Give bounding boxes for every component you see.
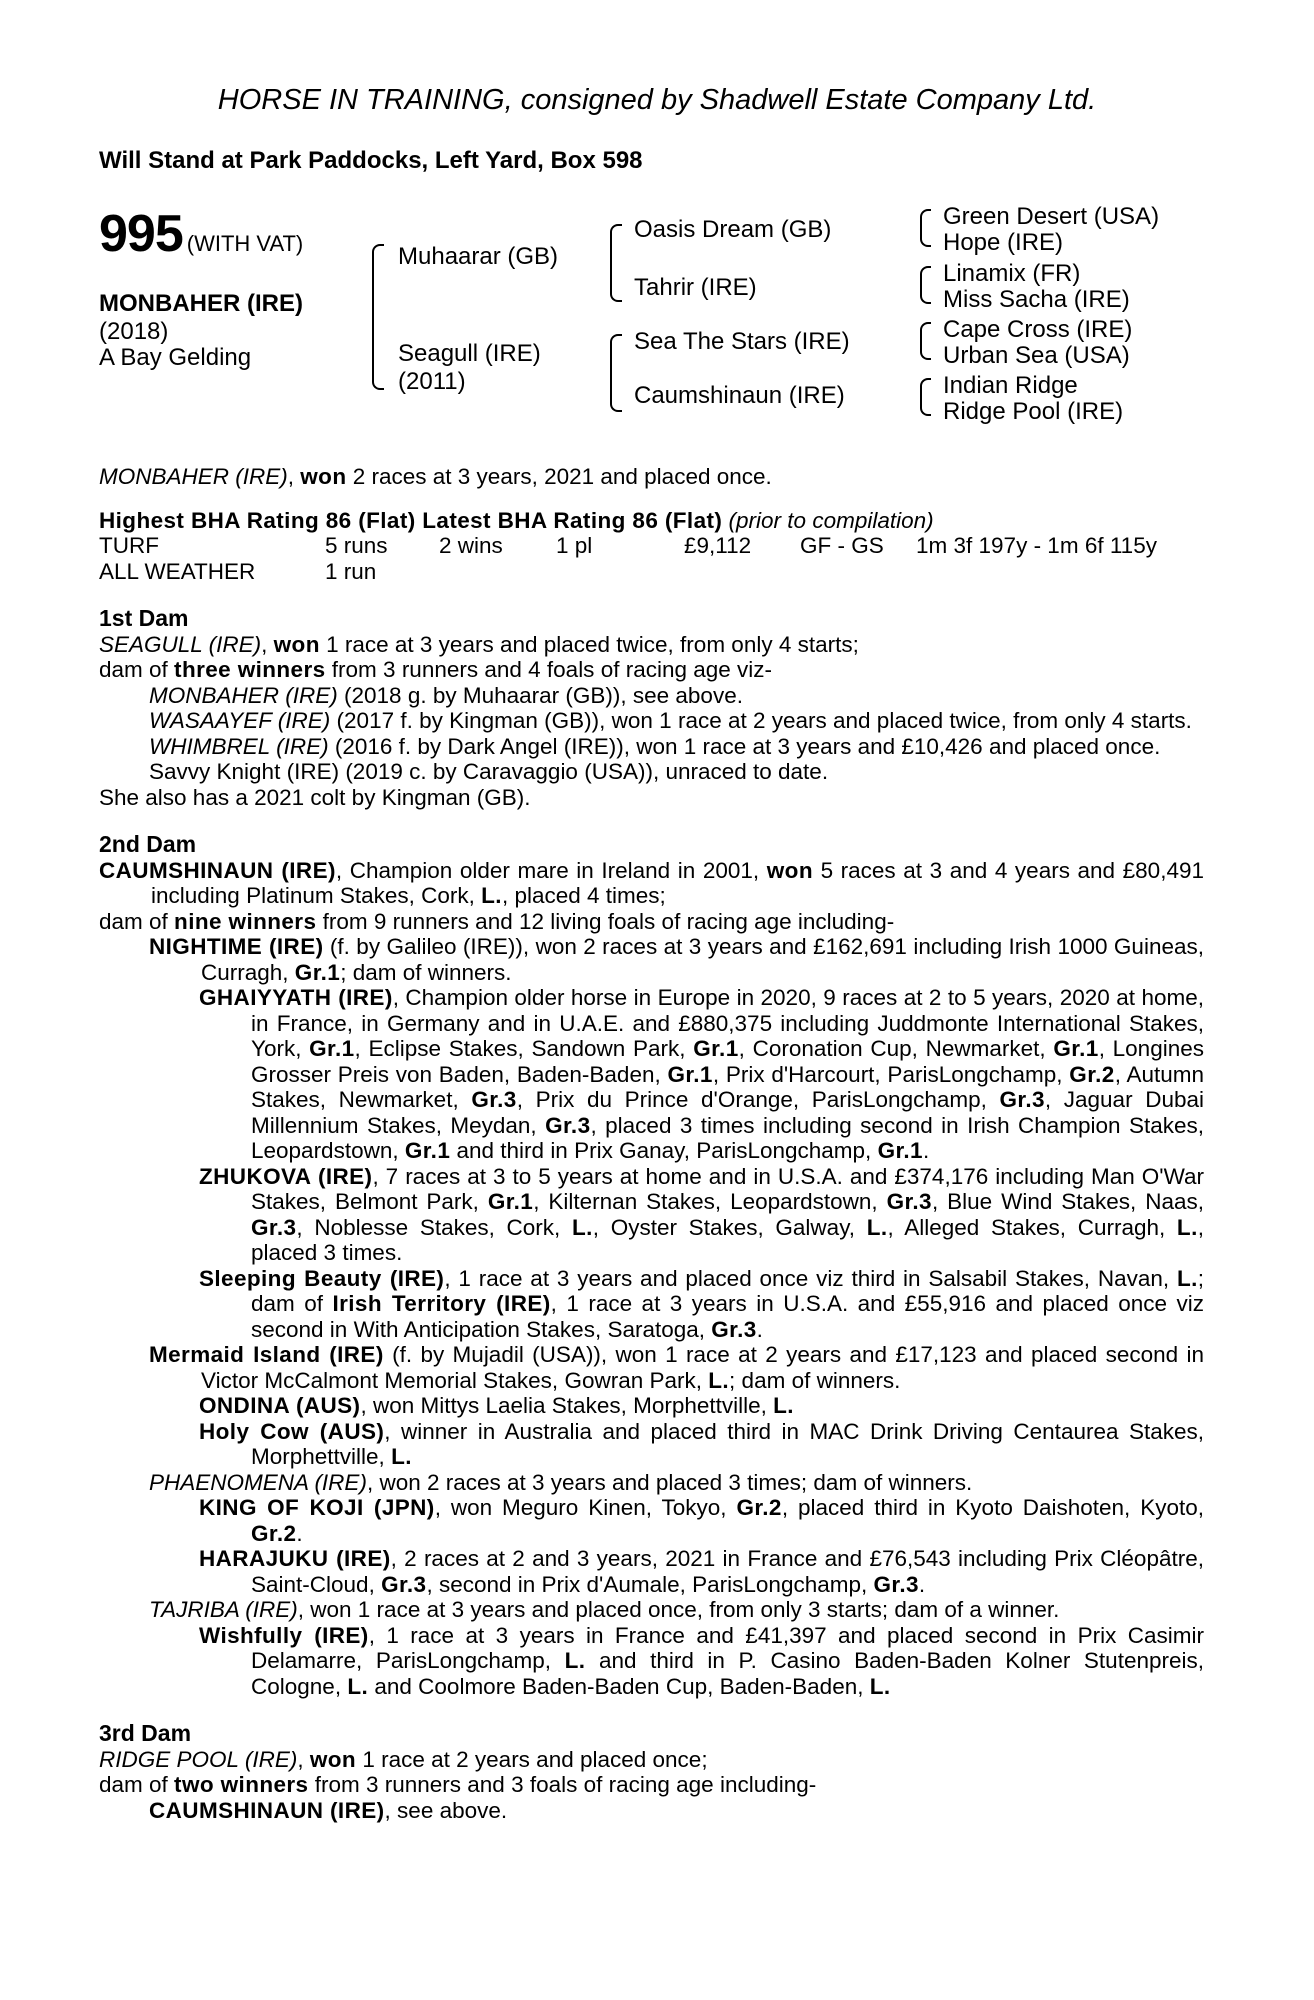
pedigree-ggs4: Miss Sacha (IRE)	[943, 286, 1130, 313]
pedigree-gd1: Sea The Stars (IRE)	[634, 328, 850, 355]
brace-sire	[610, 224, 622, 302]
produce-whimbrel: WHIMBREL (IRE) (2016 f. by Dark Angel (IRE)), won 1 race at 3 years and £10,426 and placed once.	[149, 733, 1161, 759]
horse-year: (2018)	[99, 318, 169, 345]
turf-row: TURF 5 runs 2 wins 1 pl £9,112 GF - GS 1m 3f 197y - 1m 6f 115y	[99, 533, 1157, 558]
bha-rating: Highest BHA Rating 86 (Flat) Latest BHA Rating 86 (Flat) (prior to compilation)	[99, 507, 934, 533]
first-dam-produce: dam of three winners from 3 runners and 4 foals of racing age viz-	[99, 657, 773, 682]
mermaid-island-entry: Mermaid Island (IRE) (f. by Mujadil (USA)), won 1 race at 2 years and £17,123 and placed second in Victor McCalmont Memorial Stakes, Gowran Park, L.; dam of winners.	[149, 1342, 1205, 1393]
pedigree-ggs2: Hope (IRE)	[943, 229, 1064, 256]
zhukova-entry: ZHUKOVA (IRE), 7 races at 3 to 5 years at home and in U.S.A. and £374,176 including Man O'War Stakes, Belmont Park, Gr.1, Kilternan Stakes, Leopardstown, Gr.3, Blue Wind Stakes, Naas, Gr.3, Noblesse Stakes, Cork, L., Oyster Stakes, Galway, L., Alleged Stakes, Curragh, L., placed 3 times.	[199, 1163, 1205, 1265]
second-dam-heading: 2nd Dam	[99, 831, 197, 857]
lot-number: 995	[99, 205, 183, 263]
lot-number-block	[99, 204, 303, 264]
pedigree-gs1: Oasis Dream (GB)	[634, 216, 832, 243]
king-of-koji-entry: KING OF KOJI (JPN), won Meguro Kinen, Tokyo, Gr.2, placed third in Kyoto Daishoten, Kyoto, Gr.2.	[199, 1495, 1204, 1546]
third-dam-heading: 3rd Dam	[99, 1720, 192, 1746]
vat-label: (WITH VAT)	[186, 231, 304, 256]
race-record-table	[99, 533, 1157, 584]
pedigree-ggs1: Green Desert (USA)	[943, 203, 1160, 230]
first-dam-intro: SEAGULL (IRE), won 1 race at 3 years and placed twice, from only 4 starts;	[99, 631, 859, 657]
stand-location: Will Stand at Park Paddocks, Left Yard, Box 598	[99, 147, 643, 174]
ridge-pool-entry: RIDGE POOL (IRE), won 1 race at 2 years and placed once;	[99, 1746, 708, 1772]
produce-wasaayef: WASAAYEF (IRE) (2017 f. by Kingman (GB)), won 1 race at 2 years and placed twice, from only 4 starts.	[149, 708, 1192, 733]
brace-sire-dam	[372, 244, 384, 390]
phaenomena-entry: PHAENOMENA (IRE), won 2 races at 3 years and placed 3 times; dam of winners.	[149, 1469, 973, 1495]
brace-ggd1	[920, 322, 931, 360]
produce-colt: She also has a 2021 colt by Kingman (GB).	[99, 784, 531, 810]
brace-ggs1	[920, 209, 931, 247]
nightime-entry: NIGHTIME (IRE) (f. by Galileo (IRE)), won 2 races at 3 years and £162,691 including Irish 1000 Guineas, Curragh, Gr.1; dam of winners.	[149, 934, 1204, 985]
pedigree-ggd1: Cape Cross (IRE)	[943, 316, 1133, 343]
pedigree-dam: Seagull (IRE)	[398, 340, 541, 367]
caumshinaun-entry: CAUMSHINAUN (IRE), Champion older mare in Ireland in 2001, won 5 races at 3 and 4 years and £80,491 including Platinum Stakes, Cork, L., placed 4 times;	[99, 857, 1204, 908]
tajriba-entry: TAJRIBA (IRE), won 1 race at 3 years and placed once, from only 3 starts; dam of a winner.	[149, 1597, 1060, 1622]
pedigree-ggs3: Linamix (FR)	[943, 260, 1081, 287]
pedigree-gd2: Caumshinaun (IRE)	[634, 382, 845, 409]
pedigree-ggd4: Ridge Pool (IRE)	[943, 398, 1124, 425]
pedigree-dam-year: (2011)	[398, 368, 466, 395]
all-weather-row: ALL WEATHER 1 run	[99, 558, 377, 584]
pedigree-ggd2: Urban Sea (USA)	[943, 342, 1130, 369]
brace-ggd2	[920, 378, 931, 416]
holy-cow-entry: Holy Cow (AUS), winner in Australia and placed third in MAC Drink Driving Centaurea Stakes, Morphettville, L.	[199, 1418, 1204, 1469]
produce-monbaher: MONBAHER (IRE) (2018 g. by Muhaarar (GB)), see above.	[149, 682, 743, 708]
horse-name: MONBAHER (IRE)	[99, 290, 303, 317]
sleeping-beauty-entry: Sleeping Beauty (IRE), 1 race at 3 years and placed once viz third in Salsabil Stakes, Navan, L.; dam of Irish Territory (IRE), 1 race at 3 years in U.S.A. and £55,916 and placed once viz second in With Anticipation Stakes, Saratoga, Gr.3.	[199, 1265, 1204, 1342]
pedigree-ggd3: Indian Ridge	[943, 372, 1078, 399]
pedigree-sire: Muhaarar (GB)	[398, 243, 559, 270]
catalogue-body	[99, 464, 1204, 1823]
wishfully-entry: Wishfully (IRE), 1 race at 3 years in France and £41,397 and placed second in Prix Casimir Delamarre, ParisLongchamp, L. and third in P. Casino Baden-Baden Kolner Stutenpreis, Cologne, L. and Coolmore Baden-Baden Cup, Baden-Baden, L.	[199, 1622, 1204, 1699]
race-summary: MONBAHER (IRE), won 2 races at 3 years, 2021 and placed once.	[99, 464, 772, 489]
ondina-entry: ONDINA (AUS), won Mittys Laelia Stakes, Morphettville, L.	[199, 1393, 794, 1418]
pedigree-gs2: Tahrir (IRE)	[634, 274, 757, 301]
caumshinaun-ref: CAUMSHINAUN (IRE), see above.	[149, 1797, 508, 1823]
ridge-pool-produce: dam of two winners from 3 runners and 3 foals of racing age including-	[99, 1772, 817, 1797]
brace-dam	[610, 334, 622, 412]
first-dam-heading: 1st Dam	[99, 605, 189, 631]
harajuku-entry: HARAJUKU (IRE), 2 races at 2 and 3 years, 2021 in France and £76,543 including Prix Cléopâtre, Saint-Cloud, Gr.3, second in Prix d'Aumale, ParisLongchamp, Gr.3.	[199, 1546, 1204, 1597]
brace-ggs2	[920, 266, 931, 304]
caumshinaun-produce: dam of nine winners from 9 runners and 12 living foals of racing age including-	[99, 908, 895, 934]
produce-savvy-knight: Savvy Knight (IRE) (2019 c. by Caravaggio (USA)), unraced to date.	[149, 759, 829, 784]
page-title: HORSE IN TRAINING, consigned by Shadwell Estate Company Ltd.	[217, 84, 1097, 116]
ghaiyyath-entry: GHAIYYATH (IRE), Champion older horse in Europe in 2020, 9 races at 2 to 5 years, 2020 at home, in France, in Germany and in U.A.E. and £880,375 including Juddmonte International Stakes, York, Gr.1, Eclipse Stakes, Sandown Park, Gr.1, Coronation Cup, Newmarket, Gr.1, Longines Grosser Preis von Baden, Baden-Baden, Gr.1, Prix d'Harcourt, ParisLongchamp, Gr.2, Autumn Stakes, Newmarket, Gr.3, Prix du Prince d'Orange, ParisLongchamp, Gr.3, Jaguar Dubai Millennium Stakes, Meydan, Gr.3, placed 3 times including second in Irish Champion Stakes, Leopardstown, Gr.1 and third in Prix Ganay, ParisLongchamp, Gr.1.	[199, 985, 1204, 1163]
horse-description: A Bay Gelding	[99, 344, 252, 371]
